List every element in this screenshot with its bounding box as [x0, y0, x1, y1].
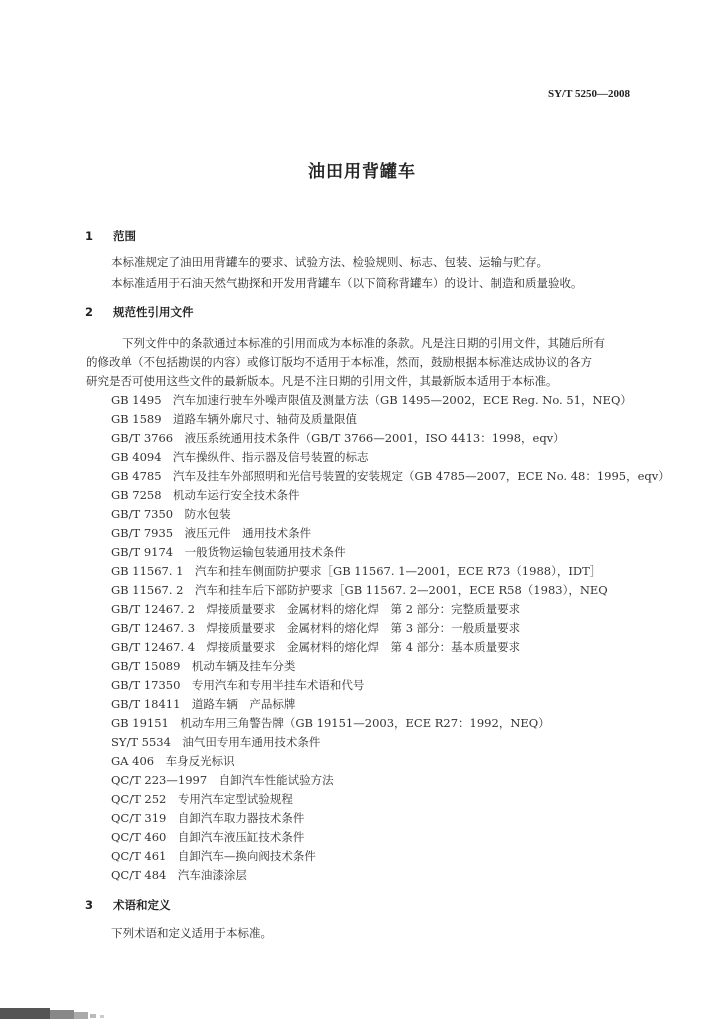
reference-item: GB 4785 汽车及挂车外部照明和光信号装置的安装规定（GB 4785—2007，ECE No. 48：1995，eqv）: [111, 469, 670, 483]
section-2-intro-line: 下列文件中的条款通过本标准的引用而成为本标准的条款。凡是注日期的引用文件，其随后所有: [122, 336, 605, 350]
reference-item: GB 7258 机动车运行安全技术条件: [111, 488, 300, 502]
reference-item: QC/T 461 自卸汽车—换向阀技术条件: [111, 849, 316, 863]
reference-item: GB/T 12467. 3 焊接质量要求 金属材料的熔化焊 第 3 部分：一般质量要求: [111, 621, 521, 635]
document-title: 油田用背罐车: [308, 162, 416, 182]
section-3-number: 3: [85, 898, 94, 912]
reference-item: GB 4094 汽车操纵件、指示器及信号装置的标志: [111, 450, 369, 464]
reference-item: GB/T 9174 一般货物运输包装通用技术条件: [111, 545, 346, 559]
section-2-number: 2: [85, 305, 94, 319]
reference-item: GB 1589 道路车辆外廓尺寸、轴荷及质量限值: [111, 412, 358, 426]
section-1-paragraph: 本标准规定了油田用背罐车的要求、试验方法、检验规则、标志、包装、运输与贮存。: [111, 255, 548, 269]
reference-item: GB 11567. 1 汽车和挂车侧面防护要求［GB 11567. 1—2001，ECE R73（1988），IDT］: [111, 564, 602, 578]
reference-item: GB/T 12467. 2 焊接质量要求 金属材料的熔化焊 第 2 部分：完整质量要求: [111, 602, 521, 616]
section-1-title: 范围: [113, 229, 136, 243]
standard-code: SY/T 5250—2008: [548, 88, 631, 100]
reference-item: GB 1495 汽车加速行驶车外噪声限值及测量方法（GB 1495—2002，ECE Reg. No. 51，NEQ）: [111, 393, 632, 407]
section-2-heading: [85, 304, 194, 320]
section-2-title: 规范性引用文件: [113, 305, 194, 319]
reference-item: QC/T 319 自卸汽车取力器技术条件: [111, 811, 305, 825]
reference-item: QC/T 484 汽车油漆涂层: [111, 868, 247, 882]
reference-item: GB 19151 机动车用三角警告牌（GB 19151—2003，ECE R27：1992，NEQ）: [111, 716, 550, 730]
reference-item: GB/T 17350 专用汽车和专用半挂车术语和代号: [111, 678, 365, 692]
section-3-paragraph: 下列术语和定义适用于本标准。: [111, 926, 272, 940]
reference-item: QC/T 223—1997 自卸汽车性能试验方法: [111, 773, 334, 787]
reference-item: GB/T 7350 防水包装: [111, 507, 231, 521]
section-2-intro-line: 的修改单（不包括勘误的内容）或修订版均不适用于本标准，然而，鼓励根据本标准达成协议的各方: [86, 355, 592, 369]
reference-item: GB/T 18411 道路车辆 产品标牌: [111, 697, 296, 711]
section-3-heading: [85, 897, 171, 913]
reference-item: GB/T 15089 机动车辆及挂车分类: [111, 659, 296, 673]
section-2-intro-line: 研究是否可使用这些文件的最新版本。凡是不注日期的引用文件，其最新版本适用于本标准。: [86, 374, 558, 388]
reference-item: SY/T 5534 油气田专用车通用技术条件: [111, 735, 321, 749]
section-1-number: 1: [85, 229, 94, 243]
reference-item: GA 406 车身反光标识: [111, 754, 235, 768]
reference-item: GB 11567. 2 汽车和挂车后下部防护要求［GB 11567. 2—2001，ECE R58（1983），NEQ: [111, 583, 608, 597]
reference-item: QC/T 252 专用汽车定型试验规程: [111, 792, 293, 806]
reference-item: GB/T 3766 液压系统通用技术条件（GB/T 3766—2001，ISO 4413：1998，eqv）: [111, 431, 565, 445]
section-1-heading: [85, 228, 136, 244]
reference-item: GB/T 7935 液压元件 通用技术条件: [111, 526, 312, 540]
reference-item: QC/T 460 自卸汽车液压缸技术条件: [111, 830, 305, 844]
reference-item: GB/T 12467. 4 焊接质量要求 金属材料的熔化焊 第 4 部分：基本质量要求: [111, 640, 521, 654]
scan-artifact: [0, 1005, 112, 1019]
section-3-title: 术语和定义: [113, 898, 171, 912]
section-1-paragraph: 本标准适用于石油天然气勘探和开发用背罐车（以下简称背罐车）的设计、制造和质量验收。: [111, 276, 583, 290]
